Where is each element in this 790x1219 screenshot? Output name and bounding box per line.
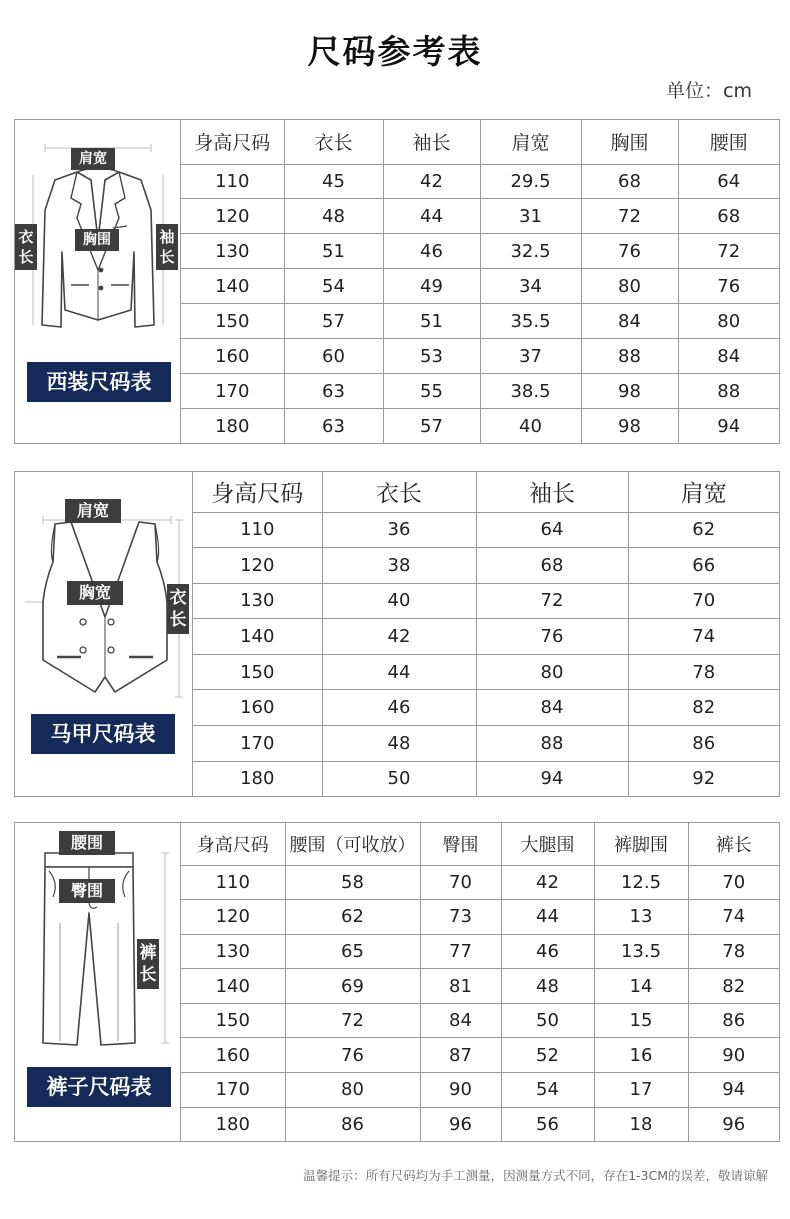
table-cell: 76 xyxy=(678,269,779,304)
table-cell: 86 xyxy=(688,1003,779,1038)
table-cell: 40 xyxy=(480,409,581,443)
vest-header-row xyxy=(193,472,779,512)
table-cell: 68 xyxy=(581,164,678,199)
suit-illustration xyxy=(15,120,181,443)
table-row xyxy=(181,969,779,1004)
table-cell: 150 xyxy=(193,654,322,690)
table-cell: 44 xyxy=(383,199,480,234)
table-cell: 140 xyxy=(181,269,284,304)
table-cell: 80 xyxy=(581,269,678,304)
table-cell: 46 xyxy=(501,934,594,969)
table-cell: 78 xyxy=(688,934,779,969)
suit-header-row xyxy=(181,120,779,164)
pants-header-cell: 身高尺码 xyxy=(181,823,285,865)
table-cell: 66 xyxy=(628,548,779,584)
vest-shoulder-label: 肩宽 xyxy=(65,499,121,523)
table-cell: 12.5 xyxy=(594,865,688,900)
table-cell: 13.5 xyxy=(594,934,688,969)
table-cell: 98 xyxy=(581,374,678,409)
suit-header-cell: 腰围 xyxy=(678,120,779,164)
table-cell: 50 xyxy=(322,761,476,796)
table-cell: 94 xyxy=(476,761,628,796)
table-cell: 44 xyxy=(322,654,476,690)
pants-badge: 裤子尺码表 xyxy=(27,1067,171,1107)
table-cell: 130 xyxy=(181,234,284,269)
table-cell: 16 xyxy=(594,1038,688,1073)
table-cell: 64 xyxy=(678,164,779,199)
table-cell: 48 xyxy=(322,726,476,762)
table-row xyxy=(193,583,779,619)
vest-section xyxy=(14,471,780,797)
table-row xyxy=(193,548,779,584)
table-cell: 37 xyxy=(480,339,581,374)
table-row xyxy=(181,374,779,409)
table-cell: 15 xyxy=(594,1003,688,1038)
table-cell: 76 xyxy=(581,234,678,269)
table-cell: 140 xyxy=(181,969,285,1004)
vest-header-cell: 身高尺码 xyxy=(193,472,322,512)
table-cell: 84 xyxy=(420,1003,501,1038)
table-cell: 60 xyxy=(284,339,383,374)
table-cell: 90 xyxy=(420,1073,501,1108)
table-cell: 17 xyxy=(594,1073,688,1108)
table-cell: 32.5 xyxy=(480,234,581,269)
table-cell: 86 xyxy=(285,1107,420,1141)
table-cell: 70 xyxy=(688,865,779,900)
table-cell: 88 xyxy=(581,339,678,374)
table-cell: 170 xyxy=(193,726,322,762)
table-cell: 18 xyxy=(594,1107,688,1141)
table-cell: 73 xyxy=(420,900,501,935)
table-cell: 72 xyxy=(285,1003,420,1038)
table-cell: 42 xyxy=(501,865,594,900)
suit-chest-label: 胸围 xyxy=(75,229,119,251)
table-cell: 96 xyxy=(688,1107,779,1141)
table-row xyxy=(193,690,779,726)
table-cell: 45 xyxy=(284,164,383,199)
table-cell: 68 xyxy=(678,199,779,234)
table-cell: 63 xyxy=(284,409,383,443)
pants-hip-label: 臀围 xyxy=(59,879,115,903)
table-cell: 68 xyxy=(476,548,628,584)
table-cell: 57 xyxy=(383,409,480,443)
pants-section xyxy=(14,822,780,1142)
table-cell: 51 xyxy=(383,304,480,339)
pants-waist-label: 腰围 xyxy=(59,831,115,855)
table-cell: 110 xyxy=(181,164,284,199)
table-cell: 65 xyxy=(285,934,420,969)
table-row xyxy=(181,900,779,935)
table-cell: 80 xyxy=(678,304,779,339)
footer-note: 温馨提示：所有尺码均为手工测量，因测量方式不同，存在1-3CM的误差，敬请谅解 xyxy=(303,1168,768,1183)
table-row xyxy=(193,761,779,796)
table-cell: 88 xyxy=(678,374,779,409)
suit-badge: 西装尺码表 xyxy=(27,362,171,402)
table-cell: 94 xyxy=(678,409,779,443)
table-cell: 92 xyxy=(628,761,779,796)
table-row xyxy=(181,1107,779,1141)
table-row xyxy=(181,865,779,900)
table-cell: 87 xyxy=(420,1038,501,1073)
table-cell: 80 xyxy=(285,1073,420,1108)
table-cell: 64 xyxy=(476,512,628,548)
table-cell: 96 xyxy=(420,1107,501,1141)
table-cell: 130 xyxy=(181,934,285,969)
table-row xyxy=(181,339,779,374)
table-cell: 84 xyxy=(678,339,779,374)
pants-illustration xyxy=(15,823,181,1141)
table-cell: 48 xyxy=(284,199,383,234)
table-cell: 51 xyxy=(284,234,383,269)
table-cell: 34 xyxy=(480,269,581,304)
pants-header-cell: 腰围（可收放） xyxy=(285,823,420,865)
table-row xyxy=(181,1073,779,1108)
unit-label: 单位：cm xyxy=(666,80,752,102)
table-row xyxy=(193,726,779,762)
pants-header-row xyxy=(181,823,779,865)
table-cell: 160 xyxy=(181,1038,285,1073)
table-cell: 14 xyxy=(594,969,688,1004)
pants-length-label: 裤长 xyxy=(137,939,159,989)
table-cell: 38.5 xyxy=(480,374,581,409)
table-cell: 29.5 xyxy=(480,164,581,199)
table-cell: 88 xyxy=(476,726,628,762)
pants-header-cell: 裤长 xyxy=(688,823,779,865)
table-cell: 78 xyxy=(628,654,779,690)
table-cell: 170 xyxy=(181,1073,285,1108)
table-cell: 76 xyxy=(476,619,628,655)
table-cell: 76 xyxy=(285,1038,420,1073)
table-cell: 180 xyxy=(181,1107,285,1141)
table-cell: 69 xyxy=(285,969,420,1004)
table-cell: 86 xyxy=(628,726,779,762)
table-row xyxy=(181,1038,779,1073)
pants-header-cell: 裤脚围 xyxy=(594,823,688,865)
table-cell: 42 xyxy=(322,619,476,655)
table-cell: 150 xyxy=(181,1003,285,1038)
table-cell: 50 xyxy=(501,1003,594,1038)
table-cell: 62 xyxy=(628,512,779,548)
table-cell: 84 xyxy=(476,690,628,726)
pants-size-table xyxy=(181,823,779,1141)
table-cell: 98 xyxy=(581,409,678,443)
table-cell: 38 xyxy=(322,548,476,584)
table-cell: 80 xyxy=(476,654,628,690)
suit-header-cell: 肩宽 xyxy=(480,120,581,164)
table-row xyxy=(181,199,779,234)
table-cell: 49 xyxy=(383,269,480,304)
pants-header-cell: 臀围 xyxy=(420,823,501,865)
suit-section xyxy=(14,119,780,444)
vest-illustration xyxy=(15,472,193,796)
table-cell: 82 xyxy=(628,690,779,726)
table-cell: 58 xyxy=(285,865,420,900)
table-cell: 13 xyxy=(594,900,688,935)
table-row xyxy=(181,234,779,269)
table-cell: 170 xyxy=(181,374,284,409)
table-cell: 35.5 xyxy=(480,304,581,339)
table-row xyxy=(181,164,779,199)
suit-header-cell: 衣长 xyxy=(284,120,383,164)
table-row xyxy=(181,269,779,304)
table-cell: 120 xyxy=(181,900,285,935)
suit-sleeve-label: 袖长 xyxy=(156,224,178,270)
table-cell: 53 xyxy=(383,339,480,374)
suit-shoulder-label: 肩宽 xyxy=(71,148,115,170)
table-cell: 63 xyxy=(284,374,383,409)
table-cell: 57 xyxy=(284,304,383,339)
table-cell: 82 xyxy=(688,969,779,1004)
table-cell: 70 xyxy=(420,865,501,900)
table-cell: 130 xyxy=(193,583,322,619)
vest-size-table xyxy=(193,472,779,796)
pants-header-cell: 大腿围 xyxy=(501,823,594,865)
table-row xyxy=(193,512,779,548)
table-cell: 94 xyxy=(688,1073,779,1108)
table-cell: 140 xyxy=(193,619,322,655)
table-cell: 160 xyxy=(181,339,284,374)
table-cell: 110 xyxy=(193,512,322,548)
table-cell: 62 xyxy=(285,900,420,935)
vest-header-cell: 袖长 xyxy=(476,472,628,512)
table-cell: 84 xyxy=(581,304,678,339)
table-cell: 150 xyxy=(181,304,284,339)
table-cell: 74 xyxy=(628,619,779,655)
vest-length-label: 衣长 xyxy=(167,584,189,634)
table-cell: 54 xyxy=(284,269,383,304)
suit-header-cell: 胸围 xyxy=(581,120,678,164)
table-cell: 72 xyxy=(678,234,779,269)
table-cell: 180 xyxy=(181,409,284,443)
table-cell: 44 xyxy=(501,900,594,935)
table-cell: 55 xyxy=(383,374,480,409)
table-row xyxy=(181,304,779,339)
table-cell: 72 xyxy=(581,199,678,234)
table-cell: 70 xyxy=(628,583,779,619)
table-cell: 46 xyxy=(322,690,476,726)
suit-size-table xyxy=(181,120,779,443)
table-cell: 54 xyxy=(501,1073,594,1108)
vest-header-cell: 肩宽 xyxy=(628,472,779,512)
suit-length-label: 衣长 xyxy=(15,224,37,270)
table-row xyxy=(193,654,779,690)
suit-header-cell: 身高尺码 xyxy=(181,120,284,164)
vest-header-cell: 衣长 xyxy=(322,472,476,512)
table-cell: 40 xyxy=(322,583,476,619)
table-cell: 81 xyxy=(420,969,501,1004)
table-cell: 77 xyxy=(420,934,501,969)
table-cell: 110 xyxy=(181,865,285,900)
table-cell: 42 xyxy=(383,164,480,199)
table-cell: 31 xyxy=(480,199,581,234)
page-title: 尺码参考表 xyxy=(307,32,483,71)
table-row xyxy=(193,619,779,655)
table-cell: 120 xyxy=(193,548,322,584)
table-cell: 90 xyxy=(688,1038,779,1073)
table-cell: 160 xyxy=(193,690,322,726)
table-cell: 48 xyxy=(501,969,594,1004)
table-row xyxy=(181,1003,779,1038)
table-cell: 180 xyxy=(193,761,322,796)
vest-chest-label: 胸宽 xyxy=(67,581,123,605)
table-cell: 52 xyxy=(501,1038,594,1073)
table-cell: 74 xyxy=(688,900,779,935)
table-cell: 120 xyxy=(181,199,284,234)
table-row xyxy=(181,934,779,969)
table-cell: 46 xyxy=(383,234,480,269)
table-cell: 36 xyxy=(322,512,476,548)
table-cell: 72 xyxy=(476,583,628,619)
table-row xyxy=(181,409,779,443)
vest-badge: 马甲尺码表 xyxy=(31,714,175,754)
table-cell: 56 xyxy=(501,1107,594,1141)
suit-header-cell: 袖长 xyxy=(383,120,480,164)
